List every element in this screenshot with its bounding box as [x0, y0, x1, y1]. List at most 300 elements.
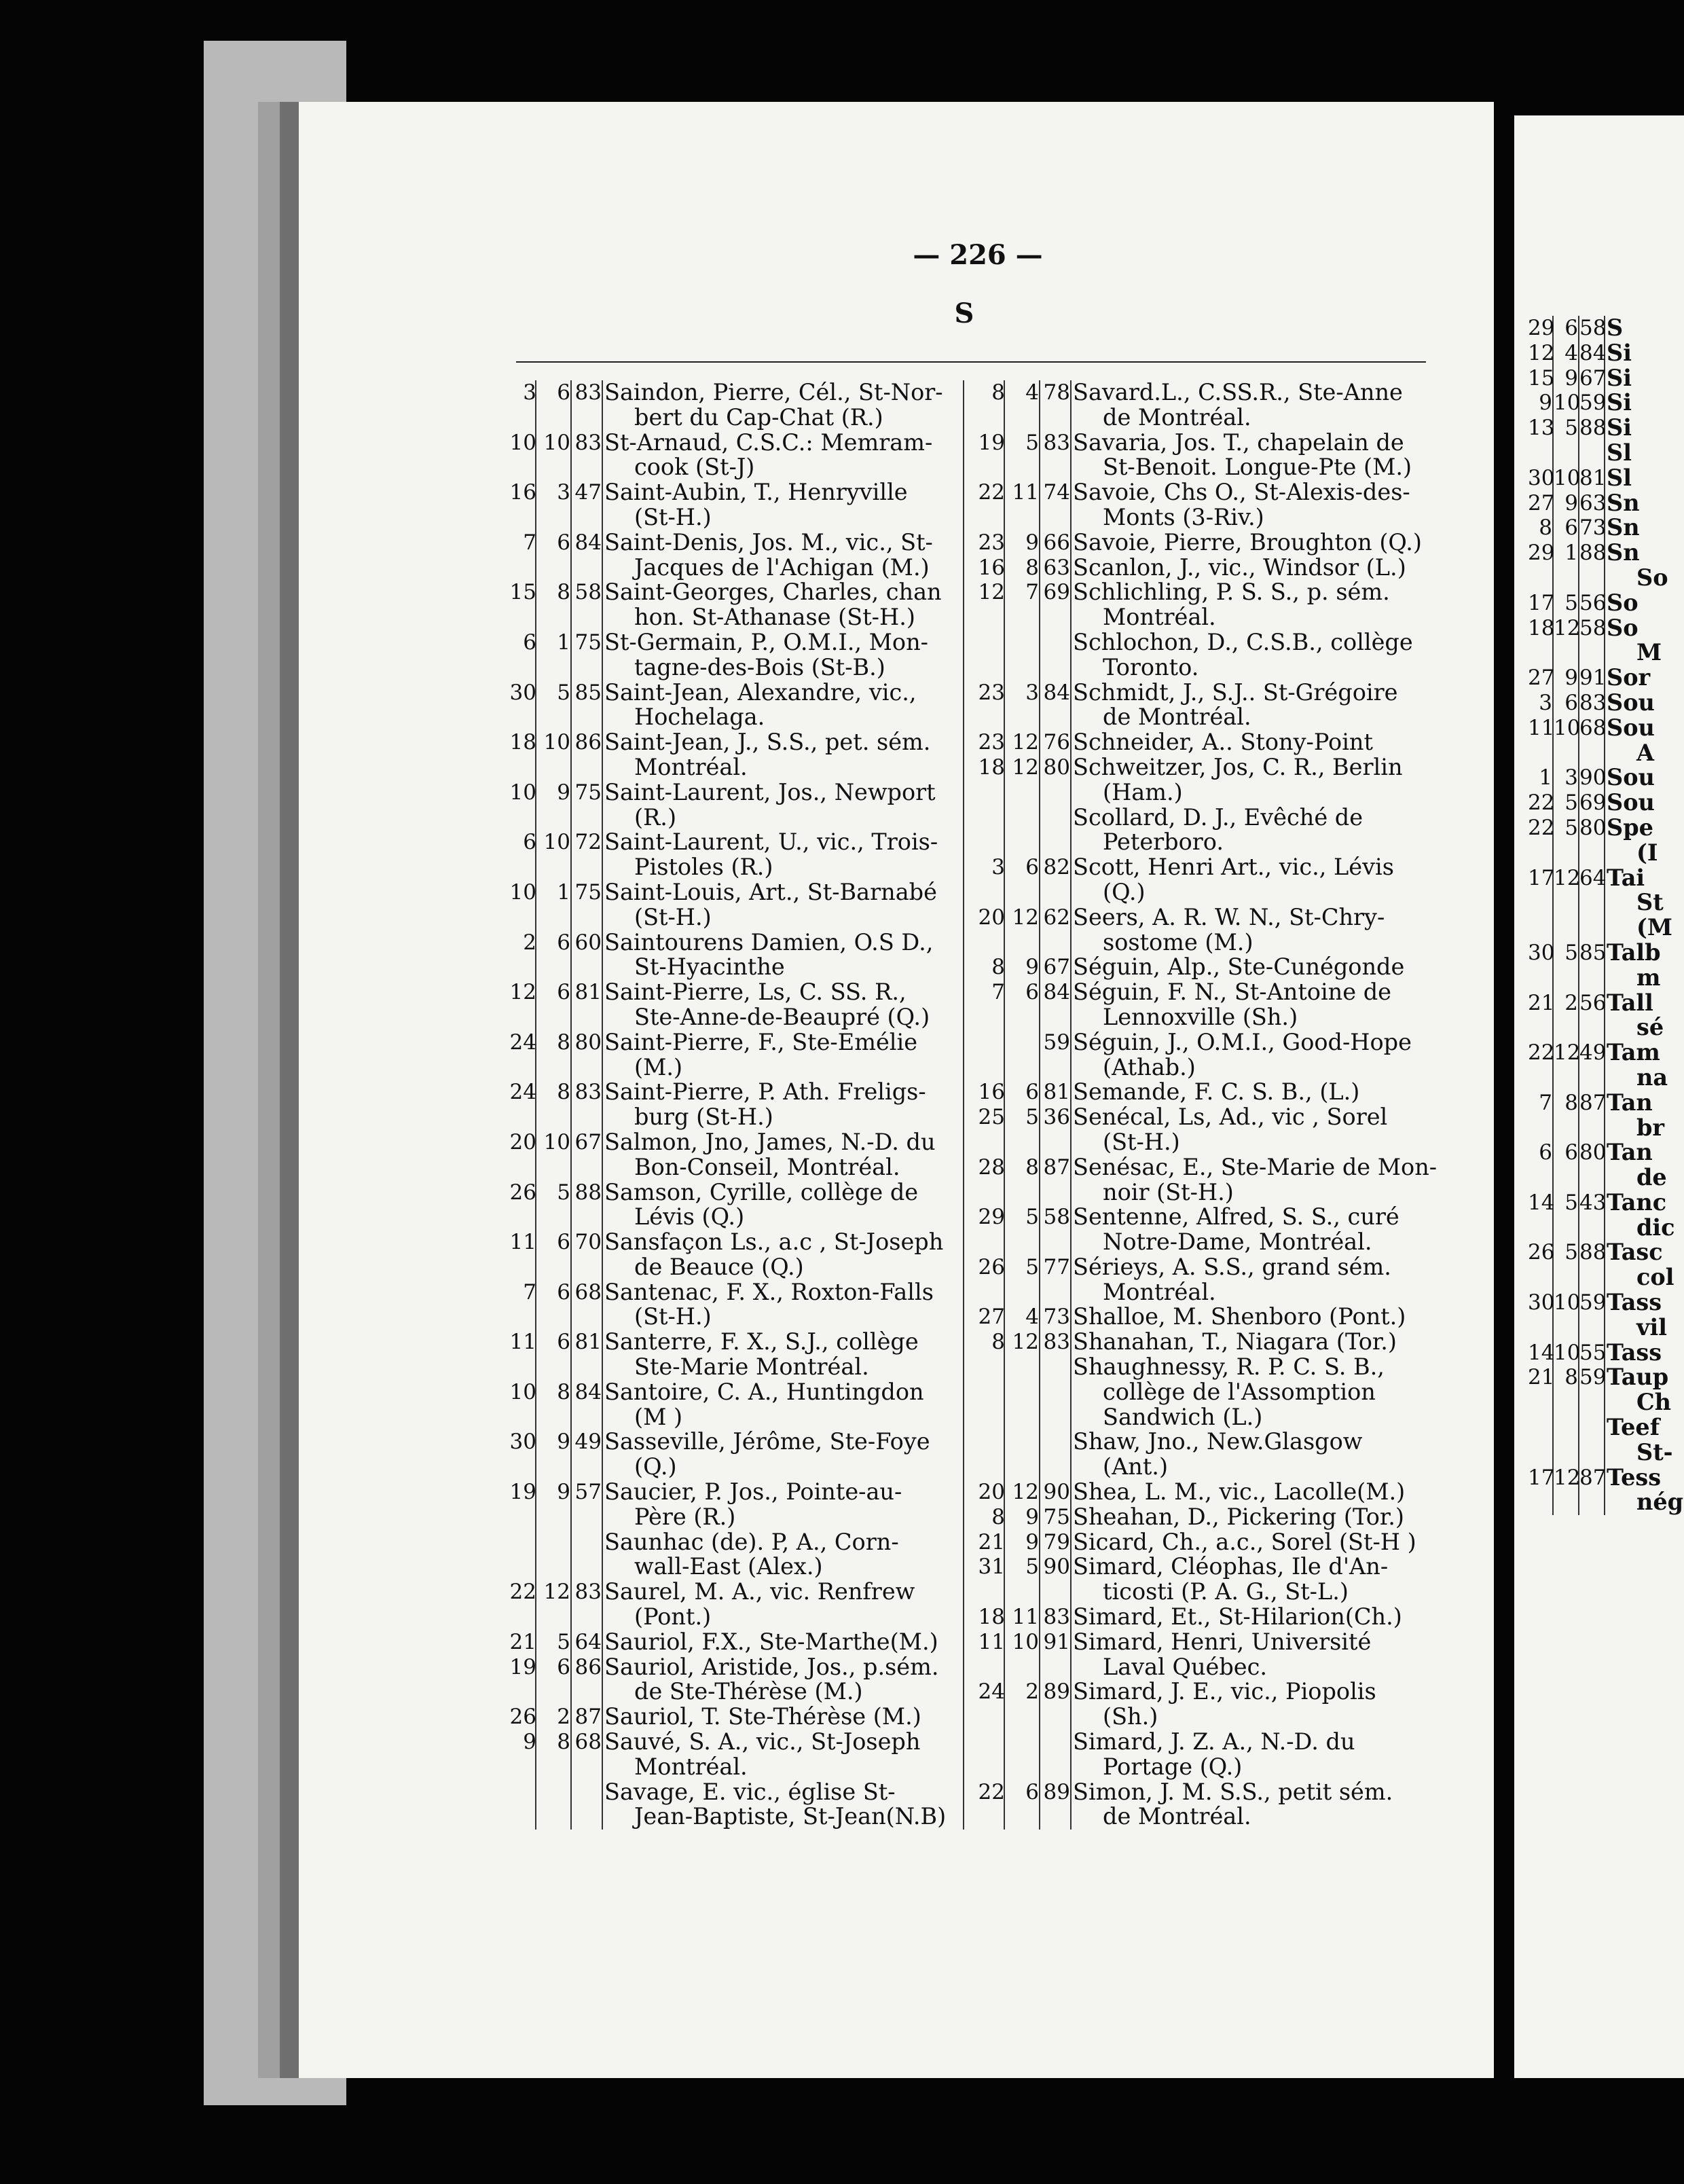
day-number: 22 [1528, 790, 1555, 816]
month-number: 5 [1564, 790, 1578, 816]
entry-continuation-line: Père (R.) [634, 1503, 736, 1530]
entry-continuation-line: (M ) [634, 1403, 683, 1430]
entry-name-line: Sn [1607, 514, 1640, 541]
entry-text [1073, 1080, 1433, 1105]
day-number: 7 [523, 1279, 536, 1305]
month-number: 10 [1554, 390, 1581, 416]
year-number: 75 [1043, 1504, 1070, 1529]
day-number: 23 [978, 730, 1005, 755]
month-number: 6 [1025, 1779, 1039, 1804]
entry-name-line: Shea, L. M., vic., Lacolle(M.) [1073, 1478, 1406, 1506]
day-number: 8 [991, 1330, 1005, 1355]
entry-continuation-line: bert du Cap-Chat (R.) [634, 403, 883, 431]
month-number: 10 [1554, 715, 1581, 740]
month-number: 8 [557, 1080, 570, 1105]
entry-text [1073, 1780, 1433, 1830]
entry-continuation-line: nég [1636, 1489, 1684, 1516]
year-number: 78 [1043, 380, 1070, 405]
month-number: 5 [557, 680, 570, 705]
year-number: 58 [1579, 316, 1607, 340]
entry-name-line: Saint-Pierre, P. Ath. Freligs- [604, 1078, 926, 1106]
directory-entry [1528, 666, 1684, 691]
month-number: 6 [1025, 855, 1039, 880]
entry-name-line: Scanlon, J., vic., Windsor (L.) [1073, 553, 1406, 581]
month-number: 4 [1564, 340, 1578, 365]
entry-continuation-line: Bon-Conseil, Montréal. [634, 1153, 900, 1180]
day-number: 17 [1528, 865, 1555, 890]
year-number: 88 [574, 1180, 602, 1205]
entry-continuation-line: M [1636, 639, 1662, 666]
entry-text [1073, 1030, 1433, 1080]
day-number: 26 [1528, 1240, 1555, 1265]
entry-continuation-line: de Ste-Thérèse (M.) [634, 1678, 863, 1705]
entry-continuation-line: de Montréal. [1103, 1803, 1251, 1830]
entry-continuation-line: St- [1636, 1438, 1673, 1466]
entry-name-line: Semande, F. C. S. B., (L.) [1073, 1078, 1360, 1106]
day-number: 26 [978, 1254, 1005, 1279]
year-number: 59 [1579, 1290, 1607, 1315]
directory-entry [1528, 1365, 1684, 1415]
directory-entry [964, 980, 1433, 1030]
entry-name-line: Saint-Georges, Charles, chan [604, 579, 942, 606]
directory-entry [964, 1554, 1433, 1605]
year-number: 67 [574, 1129, 602, 1154]
directory-entry [496, 1380, 964, 1430]
entry-name-line: Tasc [1607, 1239, 1663, 1266]
month-number: 6 [1564, 316, 1578, 340]
entry-continuation-line: Hochelaga. [634, 704, 765, 731]
directory-entry [496, 630, 964, 680]
month-number: 12 [1554, 1040, 1581, 1066]
month-number: 12 [1554, 615, 1581, 640]
year-number: 80 [574, 1030, 602, 1055]
entry-continuation-line: m [1636, 964, 1661, 991]
day-number: 20 [978, 905, 1005, 930]
entry-text [604, 780, 964, 831]
year-number: 36 [1043, 1105, 1070, 1130]
entry-text [1607, 1240, 1684, 1290]
directory-entry [964, 680, 1433, 731]
year-number: 73 [1579, 515, 1607, 541]
month-number: 9 [557, 780, 570, 805]
entry-continuation-line: burg (St-H.) [634, 1104, 773, 1131]
year-number: 73 [1043, 1305, 1070, 1330]
entry-text [1073, 755, 1433, 805]
day-number: 9 [1539, 390, 1552, 416]
day-number: 12 [978, 580, 1005, 605]
directory-entry [1528, 1040, 1684, 1091]
entry-text [1073, 1153, 1438, 1205]
directory-entry [964, 1105, 1433, 1155]
entry-continuation-line: (St-H.) [634, 503, 712, 530]
day-number: 22 [978, 1779, 1005, 1804]
directory-entry [496, 1630, 964, 1655]
year-number: 86 [574, 1654, 602, 1679]
entry-name-line: Saindon, Pierre, Cél., St-Nor- [604, 379, 943, 405]
month-number: 6 [1025, 1080, 1039, 1105]
directory-entry [1528, 341, 1684, 366]
day-number: 12 [1528, 340, 1555, 365]
month-number: 9 [557, 1480, 570, 1505]
day-number: 14 [1528, 1190, 1555, 1215]
entry-text [604, 1130, 964, 1180]
entry-text [1607, 991, 1684, 1041]
directory-entry [496, 1080, 964, 1130]
year-number: 85 [574, 680, 602, 705]
month-number: 5 [1025, 1254, 1039, 1279]
entry-continuation-line: (Q.) [1103, 878, 1146, 905]
entry-continuation-line: de Beauce (Q.) [634, 1253, 804, 1280]
entry-name-line: Salmon, Jno, James, N.-D. du [604, 1128, 936, 1155]
entry-name-line: Sicard, Ch., a.c., Sorel (St-H ) [1073, 1528, 1416, 1555]
entry-text [1607, 316, 1684, 341]
day-number: 11 [1528, 715, 1555, 740]
directory-entry [1528, 765, 1684, 790]
entry-name-line: Sn [1607, 539, 1640, 566]
entry-name-line: Saintourens Damien, O.S D., [604, 928, 934, 956]
entry-continuation-line: de Montréal. [1103, 403, 1251, 431]
month-number: 8 [1564, 1365, 1578, 1390]
month-number: 9 [1025, 955, 1039, 980]
entry-text [604, 1180, 964, 1231]
entry-text [1073, 1605, 1433, 1630]
entry-name-line: Tan [1607, 1089, 1653, 1116]
entry-text [604, 680, 964, 731]
year-number: 91 [1579, 666, 1607, 691]
year-number: 84 [574, 1379, 602, 1404]
month-number: 8 [1025, 1154, 1039, 1180]
directory-entry [964, 1730, 1433, 1780]
month-number: 6 [1564, 515, 1578, 541]
directory-entry [964, 480, 1433, 530]
entry-continuation-line: cook (St-J) [634, 454, 755, 481]
entry-text [604, 1780, 964, 1830]
month-number: 4 [1025, 380, 1039, 405]
year-number: 90 [1043, 1554, 1070, 1580]
directory-entry [1528, 1240, 1684, 1290]
directory-entry [964, 755, 1433, 805]
entry-text [604, 480, 964, 530]
year-number: 76 [1043, 730, 1070, 755]
directory-entry [1528, 1415, 1684, 1466]
entry-continuation-line: Jacques de l'Achigan (M.) [634, 553, 930, 581]
directory-entry [964, 805, 1433, 856]
day-number: 17 [1528, 1465, 1555, 1490]
day-number: 11 [978, 1629, 1005, 1654]
entry-text [1073, 1330, 1433, 1355]
day-number: 6 [523, 830, 536, 855]
entry-name-line: Senécal, Ls, Ad., vic , Sorel [1073, 1104, 1388, 1131]
year-number: 91 [1043, 1629, 1070, 1654]
day-number: 9 [523, 1730, 536, 1755]
entry-text [604, 1030, 964, 1080]
year-number: 83 [1579, 690, 1607, 715]
entry-text [604, 1530, 964, 1580]
entry-text [1607, 591, 1684, 616]
entry-continuation-line: wall-East (Alex.) [634, 1553, 823, 1580]
entry-continuation-line: dic [1636, 1214, 1675, 1241]
year-number: 62 [1043, 905, 1070, 930]
entry-name-line: Tanc [1607, 1188, 1667, 1216]
year-number: 64 [574, 1629, 602, 1654]
entry-name-line: Tass [1607, 1289, 1662, 1316]
directory-entry [496, 580, 964, 630]
next-page-column [1528, 316, 1684, 1515]
year-number: 88 [1579, 416, 1607, 441]
day-number: 30 [1528, 465, 1555, 490]
entry-name-line: Tess [1607, 1463, 1662, 1491]
month-number: 6 [1025, 980, 1039, 1005]
year-number: 80 [1579, 1140, 1607, 1165]
month-number: 8 [557, 1730, 570, 1755]
month-number: 5 [1025, 1205, 1039, 1230]
entry-name-line: Simard, Cléophas, Ile d'An- [1073, 1553, 1389, 1580]
entry-name-line: Saucier, P. Jos., Pointe-au- [604, 1478, 902, 1506]
directory-entry [496, 1580, 964, 1630]
entry-continuation-line: br [1636, 1114, 1665, 1141]
entry-name-line: Simon, J. M. S.S., petit sém. [1073, 1778, 1393, 1805]
entry-text [604, 830, 964, 880]
day-number: 29 [978, 1205, 1005, 1230]
directory-entry [1528, 541, 1684, 591]
year-number: 43 [1579, 1190, 1607, 1215]
entry-name-line: Sou [1607, 714, 1655, 741]
month-number: 11 [1012, 1605, 1039, 1630]
directory-entry [964, 905, 1433, 956]
directory-entry [964, 1480, 1433, 1505]
entry-name-line: Séguin, Alp., Ste-Cunégonde [1073, 953, 1405, 981]
entry-text [604, 1380, 964, 1430]
entry-name-line: Sauriol, Aristide, Jos., p.sém. [604, 1653, 939, 1680]
entry-name-line: Schlochon, D., C.S.B., collège [1073, 628, 1413, 655]
directory-entry [1528, 790, 1684, 816]
entry-name-line: Samson, Cyrille, collège de [604, 1178, 919, 1205]
entry-text [604, 730, 964, 780]
directory-entry [496, 1030, 964, 1080]
directory-entry [964, 431, 1433, 481]
entry-name-line: Santenac, F. X., Roxton-Falls [604, 1278, 934, 1305]
entry-text [1607, 366, 1684, 391]
entry-name-line: Tall [1607, 989, 1653, 1016]
entry-name-line: Saint-Louis, Art., St-Barnabé [604, 878, 937, 905]
entry-name-line: Sérieys, A. S.S., grand sém. [1073, 1253, 1391, 1280]
day-number: 14 [1528, 1340, 1555, 1365]
entry-text [1607, 866, 1684, 941]
entry-continuation-line: Lévis (Q.) [634, 1203, 745, 1231]
entry-text [1607, 1190, 1684, 1241]
month-number: 5 [1025, 430, 1039, 455]
day-number: 15 [509, 580, 536, 605]
entry-continuation-line: Notre-Dame, Montréal. [1103, 1228, 1372, 1256]
day-number: 26 [509, 1180, 536, 1205]
month-number: 5 [1564, 416, 1578, 441]
entry-continuation-line: Jean-Baptiste, St-Jean(N.B) [634, 1803, 947, 1830]
month-number: 1 [1564, 541, 1578, 566]
month-number: 8 [557, 1379, 570, 1404]
directory-entry [964, 1780, 1433, 1830]
year-number: 60 [574, 930, 602, 955]
year-number: 84 [1043, 680, 1070, 705]
month-number: 3 [1564, 765, 1578, 790]
entry-text [604, 1705, 964, 1730]
month-number: 8 [557, 1030, 570, 1055]
entry-name-line: St-Germain, P., O.M.I., Mon- [604, 628, 928, 655]
year-number: 74 [1043, 480, 1070, 505]
directory-entry [1528, 941, 1684, 991]
entry-text [1607, 541, 1684, 591]
entry-text [1073, 1305, 1433, 1330]
day-number: 8 [991, 955, 1005, 980]
entry-text [1607, 390, 1684, 416]
day-number: 30 [509, 1430, 536, 1455]
year-number: 63 [1579, 490, 1607, 515]
month-number: 5 [1564, 590, 1578, 615]
entry-name-line: Scott, Henri Art., vic., Lévis [1073, 854, 1394, 881]
directory-entry [1528, 616, 1684, 666]
day-number: 30 [1528, 1290, 1555, 1315]
entry-name-line: Shaughnessy, R. P. C. S. B., [1073, 1353, 1385, 1381]
month-number: 6 [557, 1654, 570, 1679]
entry-text [1073, 1105, 1433, 1155]
entry-name-line: Sl [1607, 464, 1632, 491]
day-number: 27 [1528, 490, 1555, 515]
entry-text [604, 1580, 964, 1630]
entry-name-line: Shalloe, M. Shenboro (Pont.) [1073, 1303, 1406, 1330]
entry-text [1073, 630, 1433, 680]
year-number: 59 [1043, 1030, 1070, 1055]
entry-name-line: Scollard, D. J., Evêché de [1073, 803, 1363, 831]
entry-continuation-line: St [1636, 889, 1664, 916]
year-number: 63 [1043, 555, 1070, 580]
entry-name-line: Séguin, J., O.M.I., Good-Hope [1073, 1028, 1412, 1055]
month-number: 10 [1012, 1629, 1039, 1654]
year-number: 84 [1579, 340, 1607, 365]
entry-name-line: Saint-Laurent, U., vic., Trois- [604, 829, 938, 856]
directory-entry [964, 1630, 1433, 1680]
entry-name-line: St-Arnaud, C.S.C.: Memram- [604, 429, 933, 456]
day-number: 2 [523, 930, 536, 955]
month-number: 12 [543, 1580, 570, 1605]
entry-continuation-line: noir (St-H.) [1103, 1178, 1234, 1205]
entry-continuation-line: (St-H.) [1103, 1128, 1180, 1155]
entry-name-line: Simard, Et., St-Hilarion(Ch.) [1073, 1603, 1402, 1631]
directory-entry [1528, 466, 1684, 491]
day-number: 6 [1539, 1140, 1552, 1165]
entry-text [1073, 431, 1433, 481]
entry-continuation-line: ticosti (P. A. G., St-L.) [1103, 1578, 1349, 1605]
entry-name-line: Spe [1607, 814, 1653, 841]
directory-entry [1528, 816, 1684, 866]
entry-continuation-line: (Sh.) [1103, 1703, 1158, 1730]
entry-continuation-line: (M.) [634, 1053, 683, 1080]
day-number: 15 [1528, 365, 1555, 390]
directory-entry [496, 730, 964, 780]
month-number: 10 [543, 1129, 570, 1154]
directory-entry [964, 553, 1433, 581]
entry-name-line: Schmidt, J., S.J.. St-Grégoire [1073, 678, 1398, 706]
day-number: 19 [509, 1480, 536, 1505]
month-number: 12 [1012, 1330, 1039, 1355]
day-number: 7 [1539, 1090, 1552, 1115]
entry-name-line: Saint-Denis, Jos. M., vic., St- [604, 528, 933, 556]
directory-entry [496, 780, 964, 831]
day-number: 30 [1528, 940, 1555, 965]
directory-entry [1528, 441, 1684, 466]
entry-name-line: Saint-Pierre, Ls, C. SS. R., [604, 979, 907, 1006]
entry-text [1607, 1463, 1684, 1516]
entry-continuation-line: vil [1636, 1313, 1667, 1341]
year-number: 58 [1579, 615, 1607, 640]
year-number: 56 [1579, 990, 1607, 1015]
entry-name-line: Tam [1607, 1039, 1660, 1066]
directory-entry [964, 1605, 1433, 1630]
directory-entry [964, 580, 1433, 630]
entry-text [1607, 341, 1684, 366]
entry-text [1073, 805, 1433, 856]
year-number: 68 [574, 1730, 602, 1755]
entry-name-line: Sauvé, S. A., vic., St-Joseph [604, 1728, 921, 1755]
entry-continuation-line: (Athab.) [1103, 1053, 1196, 1080]
entry-continuation-line: Monts (3-Riv.) [1103, 503, 1264, 530]
directory-entry [496, 930, 964, 981]
directory-entry [964, 855, 1433, 905]
entry-text [1073, 1679, 1433, 1730]
month-number: 9 [557, 1430, 570, 1455]
entry-text [604, 980, 964, 1030]
entry-name-line: Saint-Jean, J., S.S., pet. sém. [604, 729, 931, 756]
month-number: 2 [1025, 1679, 1039, 1705]
entry-text [604, 431, 964, 481]
month-number: 7 [1025, 580, 1039, 605]
month-number: 6 [557, 980, 570, 1005]
entry-name-line: Teef [1607, 1414, 1660, 1441]
entry-continuation-line: So [1636, 564, 1668, 591]
month-number: 9 [1025, 530, 1039, 555]
month-number: 2 [557, 1705, 570, 1730]
entry-continuation-line: Montréal. [1103, 604, 1216, 631]
entry-name-line: Taup [1607, 1364, 1669, 1391]
month-number: 8 [1025, 555, 1039, 580]
entry-name-line: So [1607, 614, 1639, 641]
entry-name-line: Senésac, E., Ste-Marie de Mon- [1073, 1153, 1438, 1180]
day-number: 22 [1528, 1040, 1555, 1066]
day-number: 3 [1539, 690, 1552, 715]
directory-entry [1528, 1190, 1684, 1241]
directory-entry [496, 1330, 964, 1380]
entry-text [604, 1230, 964, 1280]
entry-name-line: Saint-Laurent, Jos., Newport [604, 778, 936, 805]
entry-text [1073, 530, 1433, 556]
day-number: 26 [509, 1705, 536, 1730]
entry-text [1073, 480, 1433, 530]
entry-text [1607, 666, 1684, 691]
day-number: 22 [1528, 815, 1555, 840]
directory-entry [496, 530, 964, 581]
entry-text [1073, 580, 1433, 630]
day-number: 18 [978, 754, 1005, 780]
entry-continuation-line: St-Benoit. Longue-Pte (M.) [1103, 454, 1412, 481]
directory-entry [964, 1505, 1433, 1530]
directory-entry [496, 1230, 964, 1280]
directory-entry [1528, 390, 1684, 416]
entry-continuation-line: Pistoles (R.) [634, 854, 773, 881]
entry-text [1073, 1480, 1433, 1505]
entry-name-line: Sou [1607, 789, 1655, 816]
entry-continuation-line: Toronto. [1103, 653, 1199, 680]
month-number: 5 [557, 1180, 570, 1205]
day-number: 21 [1528, 990, 1555, 1015]
day-number: 12 [509, 980, 536, 1005]
